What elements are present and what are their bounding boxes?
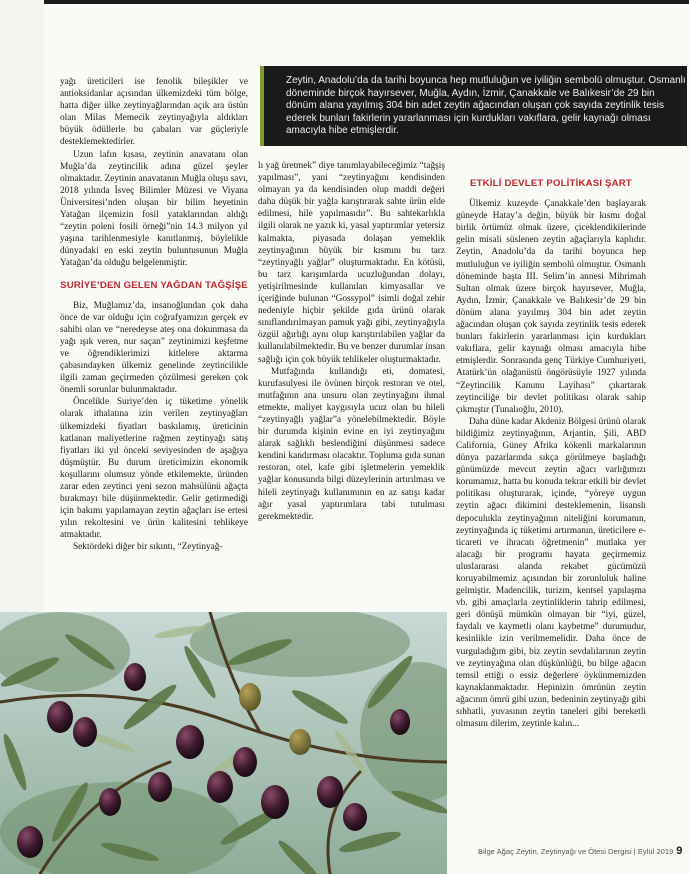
column-3 bbox=[456, 178, 646, 730]
page-number: 9 bbox=[676, 845, 683, 857]
paragraph: Öncelikle Suriye’den iç tüketime yönelik olarak ithalatına izin verilen zeytinyağları ülkemizdeki fiyatları baskılamış, üreticinin katlanan maliyetlerine rağmen zeytinyağı satış fiyatları iki yıl önceki seviyesinden de aşağıya düşmüştür. Bu durum üreticimizin ekonomik koşullarını olumsuz yönde etkilemekte, üründen zarar eden zeytinci yeni sezon mahsülünü ağaçta bırakmayı bile düşünmektedir. Gelir getirmediği için bakımı yapılamayan zeytin ağaçları ise ertesi yılın rekoltesini ve ürün kalitesini tehlikeye atmaktadır. bbox=[60, 397, 248, 541]
olive-branch-illustration bbox=[0, 612, 447, 874]
page-footer bbox=[478, 845, 682, 857]
paragraph: Daha düne kadar Akdeniz Bölgesi ürünü olarak bildiğimiz zeytinyağının, Arjantin, Şili, ABD California, Güney Afrika kökenli markalarının dünya pazarlarında sıkça görülmeye başladığı günümüzde mevcut zeytin ağacı varlığımızı korumamız, hatta bu konuda tekrar etkili bir devlet politikası oluşturarak, içinde, “yöreye uygun zeytin ağacı dikimini desteklemenin, lisanslı depoculukla zeytinyağının niteliğini korumanın, zeytinyağında iç tüketimi artırmanın, üreticilere e-ticareti ve ihracatı öğretmenin” mutlaka yer alacağı bir programı hayata geçirmemiz uluslararası alanda rekabet gücümüzü koruyabilmemiz açısından bir zorunluluk haline gelmiştir. Madencilik, turizm, kentsel yapılaşma vb. gibi amaçlarla zeytinliklerin tahrip edilmesi, geri dönüşü mümkün olmayan bir “iyi, güzel, faydalı ve kaymetli olanı kaybetme” durumudur, kesinlikle izin verilmemelidir. Daha önce de vurguladığım gibi, biz zeytin sevdalılarının zeytin ve zeytinyağına olan düşkünlüğü, bu bilge ağacın temsil ettiği o essiz değerlere öykünmemizden kaynaklanmaktadır. Hepinizin ömrünün zeytin ağacının ömrü gibi uzun, bedeninin zeytinyağı gibi sıhhatli, yuvasının zeytin taneleri gibi bereketli olmasını dilerim, zeytinle kalın... bbox=[456, 416, 646, 730]
paragraph: Mutfağında kullandığı eti, domatesi, kurufasulyesi ile övünen birçok restoran ve otel, mutfağının ana unsuru olan zeytinyağını ihmal etmekte, maliyet kaygısıyla ucuz olan bu hileli “zeytinyağlı yağlar”a yönelebilmektedir. Böyle bir durumda kişinin evine en iyi zeytinyağını alarak sağlıklı beslendiğini düşünmesi sadece kendini kandırması olacaktır. Topluma gıda sunan restoran, otel, kafe gibi işletmelerin yemeklik yağlar konusunda bilgi düzeylerinin artırılması ve hileli zeytinyağı kullanımının en az satışı kadar ağır yasal yaptırımlara tabi tutulması gerekmektedir. bbox=[258, 366, 445, 522]
section-heading-devlet: ETKİLİ DEVLET POLİTİKASI ŞART bbox=[470, 178, 632, 189]
footer-magazine-title: Bilge Ağaç Zeytin, Zeytinyağı ve Ötesi Dergisi | Eylül 2019 bbox=[478, 847, 674, 856]
paragraph: Biz, Muğlamız’da, insanoğlundan çok daha önce de var olduğu için coğrafyamızın gerçek ev sahibi olan ve “neredeyse ateş ona dokunmasa da yağı ışık veren, nur saçan” zeytinimizi keşfetme ve öğrendiklerimizi kitlelere aktarma çabasındayken ülkemiz genelinde zeytincilikle ilgili zaman geçirmeden çözülmesi gereken çok önemli sorunlar bulunmaktadır. bbox=[60, 300, 248, 396]
pull-quote-text: Zeytin, Anadolu’da da tarihi boyunca hep mutluluğun ve iyiliğin sembolü olmuştur. Osmanlı döneminde birçok hayırsever, Muğla, Aydın, İzmir, Çanakkale ve Balıkesir’de 29 bin dönüm alana yayılmış 304 bin adet zeytin ağacından oluşan çok sayıda zeytinlik tesis ederek bunları fakirlerin yararlanması için kurdukları vakıflara, gelir kaynağı olması amacıyla hibe etmişlerdir. bbox=[286, 75, 686, 137]
paragraph: Uzun lafın kısası, zeytinin anavatanı olan Muğla’da zeytincilik adına güzel şeyler olmaktadır. Zeytinin anavatanın Muğla oluşu savı, 2018 yılında İsveç Bilimler Müzesi ve Viyana Üniversitesi’nden oluşan bir bilim heyetinin Yatağan ilçemizin fosil yataklarından aldığı “zeytin poleni fosili örneği”nin 14.3 milyon yıl yaşına tarihlenmesiyle kanıtlanmış, böylelikle dünyadaki en eski zeytin buluntusunun Muğla Yatağan’da olduğu belgelenmiştir. bbox=[60, 149, 248, 269]
pull-quote-box bbox=[260, 66, 687, 146]
section-heading-suriye: SURİYE’DEN GELEN YAĞDAN TAĞŞİŞE bbox=[60, 279, 248, 291]
top-bar bbox=[0, 0, 689, 4]
column-1 bbox=[60, 76, 248, 554]
paragraph: Ülkemiz kuzeyde Çanakkale’den başlayarak güneyde Hatay’a değin, büyük bir kısmı doğal birlik örtümüz olmak üzere, çiceklendikilerinde gelin misali süslenen zeytin ağaçlarıyla kaplıdır. Zeytin, Anadolu’da da tarihi boyunca hep mutluluğun ve iyiliğin sembolü olmuştur. Osmanlı döneminde başta III. Selim’in annesi Mihrimah Sultan olmak üzere birçok hayırsever, Muğla, Aydın, İzmir, Çanakkale ve Balıkesir’de 29 bin dönüm alana yayılmış 304 bin adet zeytin ağacından oluşan çok sayıda zeytinlik tesis ederek bunları fakirlerin yararlanması için kurdukları vakıflara, gelir kaynağı olması amacıyla hibe etmişlerdir. Sonrasında genç Türkiye Cumhuriyeti, Atatürk’ün olağanüstü öngörüsüyle 1927 yılında “Zeytincilik Kanunu Layihası” çıkartarak zeytinciliğe bir devlet politikası olarak sahip çıkmıştır (Tunalıoğlu, 2010). bbox=[456, 199, 646, 415]
paragraph: yağı üreticileri ise fenolik bileşikler ve antioksidanlar açısından ülkemizdeki tüm bölge, hatta diğer ülke zeytinyağlarından açık ara üstün olan Milas Memecik zeytinyağıyla aldıkları büyük ödüllerle bu çabaları var güçleriyle desteklemektedirler. bbox=[60, 77, 248, 148]
paragraph: lı yağ üretmek” diye tanımlayabileceğimiz “tağşiş yapılması”, yani “zeytinyağını kendisinden olmayan ya da kendisinden olup maddi değeri daha düşük bir yağla karıştırarak sahte ürün elde edilmesi, hile yapılmasıdır”. Bu sahtekarlıkla ilgili olarak ne yazık ki, yasal yaptırımlar yetersiz kalmakta, piyasada dolaşan yemeklik zeytinyağının büyük bir kısmını bu tarz “zeytinyağlı yağlar” oluşturmaktadır. En kötüsü, bu tarz karışımlarda ucuzluğundan dolayı, yetişirilmesinde kullanılan kimyasallar ve içeriğinde bulunan “Gossypol” isimli doğal zehir nedeniyle hiçbir şekilde gıda ürünü olarak sınıflandırılmayan pamuk yağı gibi, zeytinyağıyla özgül ağırlığı aynı olup karıştırılabilen yağlar da kullanılabilmektedir. Bu ve benzer durumlar insan sağlığı için çok büyük tehlikeler oluşturmaktadır. bbox=[258, 161, 445, 365]
paragraph: Sektördeki diğer bir sıkıntı, “Zeytinyağ- bbox=[73, 542, 223, 553]
pull-quote-accent bbox=[260, 66, 264, 146]
column-2 bbox=[258, 160, 445, 523]
olive-branch-photo bbox=[0, 612, 447, 874]
